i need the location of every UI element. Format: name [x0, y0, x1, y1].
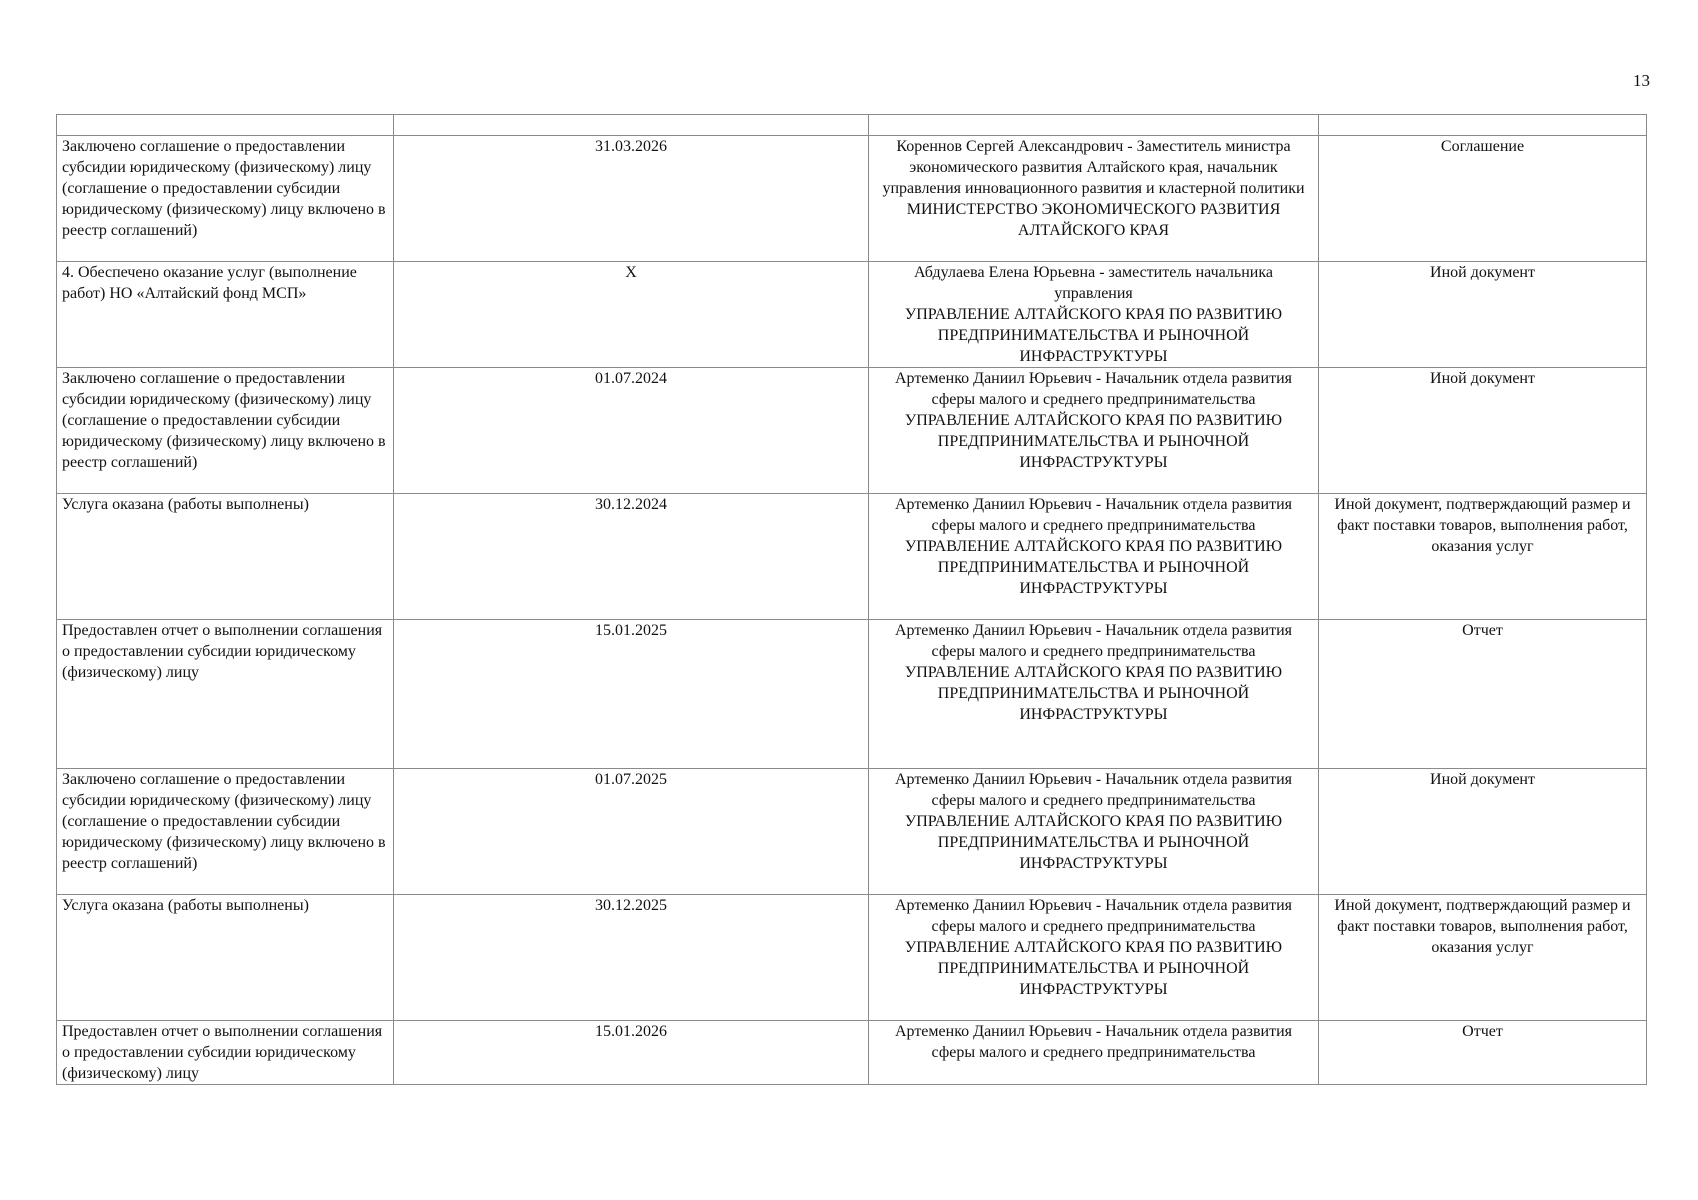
responsible-org: УПРАВЛЕНИЕ АЛТАЙСКОГО КРАЯ ПО РАЗВИТИЮ ПРЕДПРИНИМАТЕЛЬСТВА И РЫНОЧНОЙ ИНФРАСТРУКТУРЫ	[904, 306, 1283, 365]
date-cell: 15.01.2025	[394, 620, 869, 769]
table-row	[57, 494, 1647, 620]
responsible-cell	[869, 1021, 1319, 1085]
responsible-person: Артеменко Даниил Юрьевич - Начальник отдела развития сферы малого и среднего предпринимательства	[894, 370, 1293, 408]
responsible-org: МИНИСТЕРСТВО ЭКОНОМИЧЕСКОГО РАЗВИТИЯ АЛТАЙСКОГО КРАЯ	[906, 201, 1281, 239]
responsible-person: Кореннов Сергей Александрович - Заместитель министра экономического развития Алтайского края, начальник управления инновационного развития и кластерной политики	[882, 138, 1305, 197]
responsible-person: Абдулаева Елена Юрьевна - заместитель начальника управления	[914, 264, 1273, 302]
date-cell: 30.12.2025	[394, 895, 869, 1021]
control-points-table	[56, 114, 1647, 1085]
date-cell: 15.01.2026	[394, 1021, 869, 1085]
responsible-org: УПРАВЛЕНИЕ АЛТАЙСКОГО КРАЯ ПО РАЗВИТИЮ ПРЕДПРИНИМАТЕЛЬСТВА И РЫНОЧНОЙ ИНФРАСТРУКТУРЫ	[904, 939, 1283, 998]
event-cell: Услуга оказана (работы выполнены)	[57, 895, 394, 1021]
table-row	[57, 895, 1647, 1021]
responsible-cell	[869, 769, 1319, 895]
document-cell: Отчет	[1319, 620, 1647, 769]
document-cell: Соглашение	[1319, 136, 1647, 262]
document-cell: Иной документ	[1319, 769, 1647, 895]
responsible-person: Артеменко Даниил Юрьевич - Начальник отдела развития сферы малого и среднего предпринимательства	[894, 897, 1293, 935]
table-header-cell	[1319, 115, 1647, 136]
table-row	[57, 769, 1647, 895]
table-header-cell	[394, 115, 869, 136]
responsible-cell	[869, 368, 1319, 494]
responsible-cell	[869, 494, 1319, 620]
table-row	[57, 262, 1647, 368]
event-cell: Предоставлен отчет о выполнении соглашения о предоставлении субсидии юридическому (физическому) лицу	[57, 1021, 394, 1085]
document-cell: Иной документ, подтверждающий размер и факт поставки товаров, выполнения работ, оказания услуг	[1319, 494, 1647, 620]
date-cell: 30.12.2024	[394, 494, 869, 620]
document-cell: Иной документ	[1319, 262, 1647, 368]
document-cell: Иной документ, подтверждающий размер и факт поставки товаров, выполнения работ, оказания услуг	[1319, 895, 1647, 1021]
table-row	[57, 1021, 1647, 1085]
table-header-row	[57, 115, 1647, 136]
event-cell: Заключено соглашение о предоставлении субсидии юридическому (физическому) лицу (соглашение о предоставлении субсидии юридическому (физическому) лицу включено в реестр соглашений)	[57, 769, 394, 895]
event-cell: 4. Обеспечено оказание услуг (выполнение работ) НО «Алтайский фонд МСП»	[57, 262, 394, 368]
date-cell: X	[394, 262, 869, 368]
document-cell: Отчет	[1319, 1021, 1647, 1085]
page-number: 13	[1633, 71, 1650, 90]
responsible-org: УПРАВЛЕНИЕ АЛТАЙСКОГО КРАЯ ПО РАЗВИТИЮ ПРЕДПРИНИМАТЕЛЬСТВА И РЫНОЧНОЙ ИНФРАСТРУКТУРЫ	[904, 538, 1283, 597]
responsible-person: Артеменко Даниил Юрьевич - Начальник отдела развития сферы малого и среднего предпринимательства	[894, 622, 1293, 660]
date-cell: 31.03.2026	[394, 136, 869, 262]
table-row	[57, 368, 1647, 494]
event-cell: Предоставлен отчет о выполнении соглашения о предоставлении субсидии юридическому (физическому) лицу	[57, 620, 394, 769]
responsible-cell	[869, 620, 1319, 769]
event-cell: Заключено соглашение о предоставлении субсидии юридическому (физическому) лицу (соглашение о предоставлении субсидии юридическому (физическому) лицу включено в реестр соглашений)	[57, 136, 394, 262]
responsible-org: УПРАВЛЕНИЕ АЛТАЙСКОГО КРАЯ ПО РАЗВИТИЮ ПРЕДПРИНИМАТЕЛЬСТВА И РЫНОЧНОЙ ИНФРАСТРУКТУРЫ	[904, 412, 1283, 471]
table-header-cell	[869, 115, 1319, 136]
table-header-cell	[57, 115, 394, 136]
date-cell: 01.07.2025	[394, 769, 869, 895]
document-cell: Иной документ	[1319, 368, 1647, 494]
responsible-org: УПРАВЛЕНИЕ АЛТАЙСКОГО КРАЯ ПО РАЗВИТИЮ ПРЕДПРИНИМАТЕЛЬСТВА И РЫНОЧНОЙ ИНФРАСТРУКТУРЫ	[904, 664, 1283, 723]
responsible-cell	[869, 262, 1319, 368]
table-row	[57, 136, 1647, 262]
responsible-cell	[869, 895, 1319, 1021]
responsible-person: Артеменко Даниил Юрьевич - Начальник отдела развития сферы малого и среднего предпринимательства	[894, 1023, 1293, 1061]
responsible-person: Артеменко Даниил Юрьевич - Начальник отдела развития сферы малого и среднего предпринимательства	[894, 496, 1293, 534]
table-row	[57, 620, 1647, 769]
responsible-person: Артеменко Даниил Юрьевич - Начальник отдела развития сферы малого и среднего предпринимательства	[894, 771, 1293, 809]
date-cell: 01.07.2024	[394, 368, 869, 494]
event-cell: Услуга оказана (работы выполнены)	[57, 494, 394, 620]
responsible-cell	[869, 136, 1319, 262]
responsible-org: УПРАВЛЕНИЕ АЛТАЙСКОГО КРАЯ ПО РАЗВИТИЮ ПРЕДПРИНИМАТЕЛЬСТВА И РЫНОЧНОЙ ИНФРАСТРУКТУРЫ	[904, 813, 1283, 872]
event-cell: Заключено соглашение о предоставлении субсидии юридическому (физическому) лицу (соглашение о предоставлении субсидии юридическому (физическому) лицу включено в реестр соглашений)	[57, 368, 394, 494]
